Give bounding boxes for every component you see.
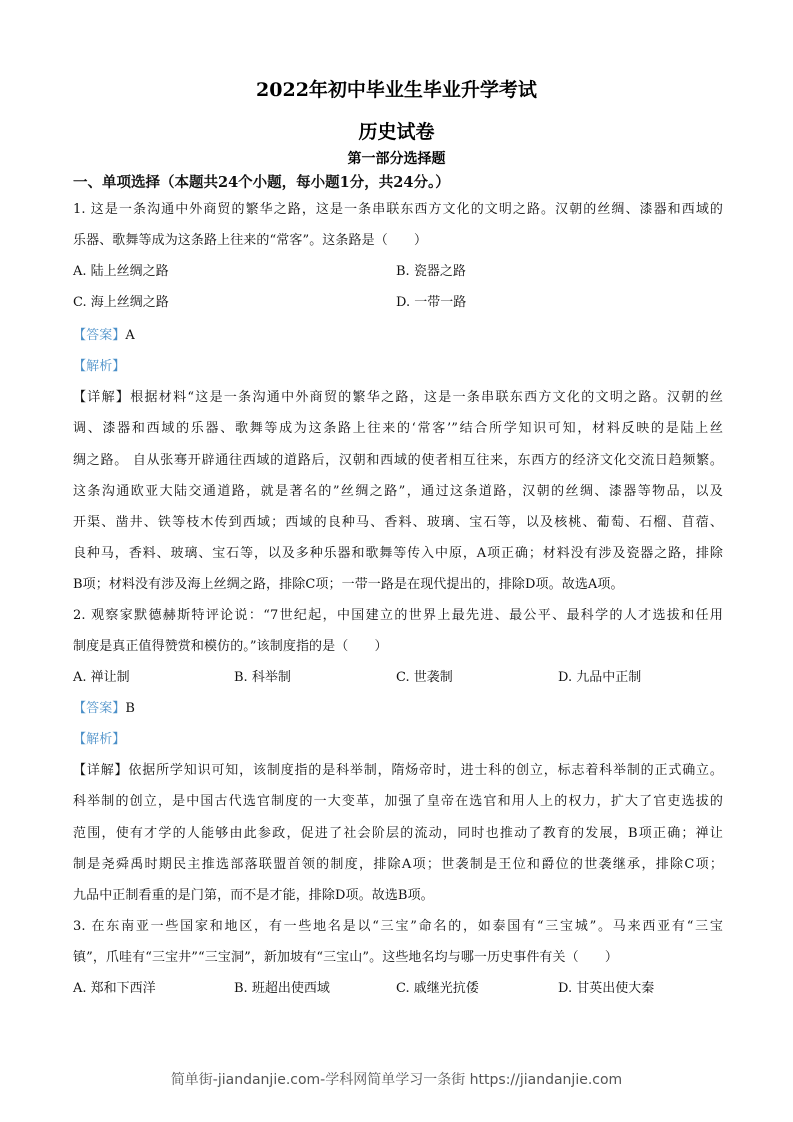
answer-value: A — [125, 328, 135, 343]
answer-row — [73, 327, 135, 345]
option-a: A. 陆上丝绸之路 — [73, 264, 169, 279]
question-stem-line: 乐器、歌舞等成为这条路上往来的“常客”。这条路是（ ） — [73, 233, 428, 248]
section-heading: 一、单项选择（本题共24个小题，每小题1分，共24分。） — [73, 174, 450, 191]
detail-text: 依据所学知识可知，该制度指的是科举制，隋炀帝时，进士科的创立，标志着科举制的正式确立。 — [128, 763, 723, 778]
detail-line: 良种马，香料、玻璃、宝石等，以及多种乐器和歌舞等传入中原，A项正确；材料没有涉及瓷器之路，排除 — [73, 546, 723, 561]
detail-line: 制是尧舜禹时期民主推选部落联盟首领的制度，排除A项；世袭制是王位和爵位的世袭继承，排除C项； — [73, 857, 723, 872]
detail-line: 范围，使有才学的人能够由此参政，促进了社会阶层的流动，同时也推动了教育的发展，B项正确；禅让 — [73, 826, 723, 841]
answer-label: 【答案】 — [73, 328, 126, 343]
question-stem-line: 3. 在东南亚一些国家和地区，有一些地名是以“三宝”命名的，如泰国有“三宝城”。马来西亚有“三宝 — [73, 919, 723, 934]
detail-line: 科举制的创立，是中国古代选官制度的一大变革，加强了皇帝在选官和用人上的权力，扩大了官吏选拔的 — [73, 794, 723, 809]
answer-label: 【答案】 — [73, 701, 126, 716]
part-heading: 第一部分选择题 — [347, 151, 446, 167]
question-stem-line: 制度是真正值得赞赏和模仿的。”该制度指的是（ ） — [73, 639, 388, 654]
option-b: B. 班超出使西域 — [234, 981, 330, 996]
option-c: C. 世袭制 — [396, 670, 453, 685]
detail-line: 调、漆器和西域的乐器、歌舞等成为这条路上往来的‘常客’”结合所学知识可知，材料反映的是陆上丝 — [73, 421, 723, 436]
detail-line — [73, 389, 723, 407]
option-d: D. 一带一路 — [396, 295, 467, 310]
detail-line: 绸之路。 自从张骞开辟通往西域的道路后，汉朝和西域的使者相互往来，东西方的经济文化交流日趋频繁。 — [73, 453, 723, 468]
detail-line: 这条沟通欧亚大陆交通道路，就是著名的”丝绸之路”，通过这条道路，汉朝的丝绸、漆器等物品，以及 — [73, 484, 723, 499]
option-c: C. 海上丝绸之路 — [73, 295, 169, 310]
option-d: D. 甘英出使大秦 — [558, 981, 655, 996]
analysis-label: 【解析】 — [73, 359, 126, 374]
question-stem-line: 镇”，爪哇有“三宝井”“三宝洞”，新加坡有“三宝山”。这些地名均与哪一历史事件有关（ ） — [73, 950, 619, 965]
answer-row — [73, 700, 135, 718]
option-d: D. 九品中正制 — [558, 670, 642, 685]
question-stem-line: 2. 观察家默德赫斯特评论说：“7世纪起，中国建立的世界上最先进、最公平、最科学的人才选拔和任用 — [73, 608, 723, 623]
option-a: A. 禅让制 — [73, 670, 130, 685]
option-a: A. 郑和下西洋 — [73, 981, 156, 996]
option-c: C. 戚继光抗倭 — [396, 981, 479, 996]
detail-text: 根据材料“这是一条沟通中外商贸的繁华之路，这是一条串联东西方文化的文明之路。汉朝的丝 — [130, 390, 723, 405]
question-stem-line: 1. 这是一条沟通中外商贸的繁华之路，这是一条串联东西方文化的文明之路。汉朝的丝绸、漆器和西域的 — [73, 202, 723, 217]
detail-line: 开渠、凿井、铁等枝木传到西域；西域的良种马、香料、玻璃、宝石等，以及核桃、葡萄、石榴、苜蓿、 — [73, 515, 723, 530]
watermark-footer: 简单街-jiandanjie.com-学科网简单学习一条街 https://jiandanjie.com — [170, 1072, 623, 1088]
detail-label: 【详解】 — [73, 763, 129, 778]
detail-label: 【详解】 — [73, 390, 131, 405]
exam-title: 2022年初中毕业生毕业升学考试 — [256, 79, 537, 101]
analysis-label: 【解析】 — [73, 732, 126, 747]
exam-subtitle: 历史试卷 — [358, 121, 435, 143]
detail-line — [73, 762, 723, 780]
option-b: B. 瓷器之路 — [396, 264, 466, 279]
option-b: B. 科举制 — [234, 670, 291, 685]
detail-line: 九品中正制看重的是门第，而不是才能，排除D项。故选B项。 — [73, 888, 434, 903]
answer-value: B — [125, 701, 136, 716]
detail-line: B项；材料没有涉及海上丝绸之路，排除C项；一带一路是在现代提出的，排除D项。故选A项。 — [73, 577, 624, 592]
